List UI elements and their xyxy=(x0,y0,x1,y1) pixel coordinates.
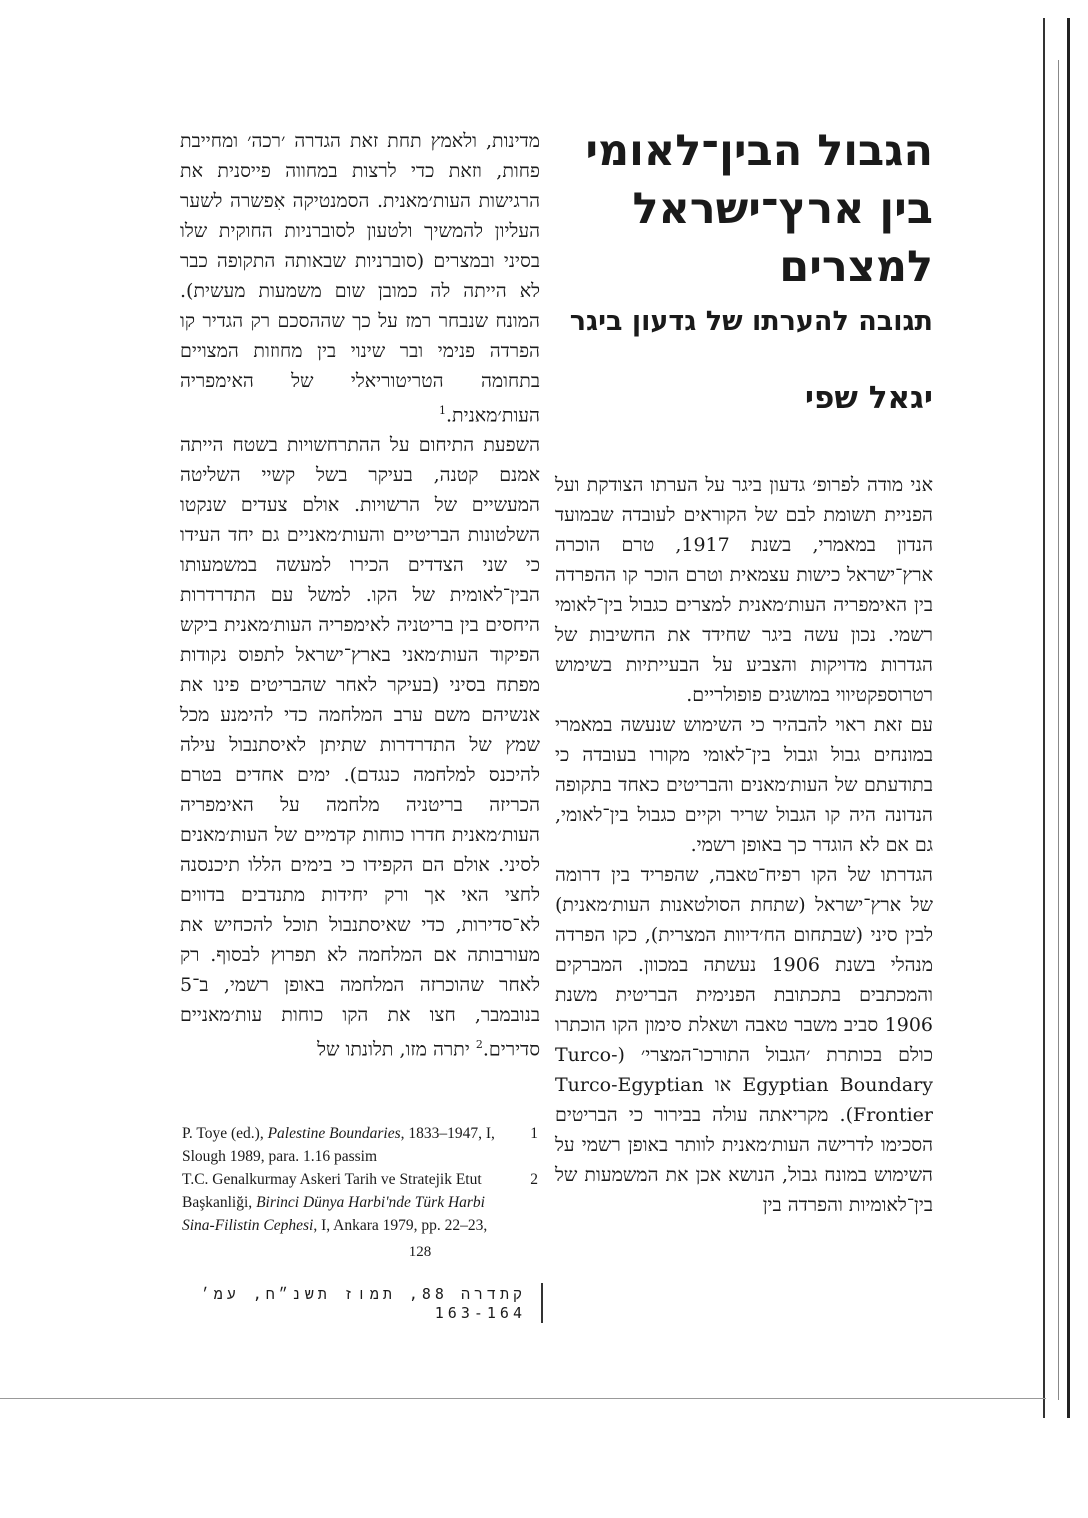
article-title xyxy=(555,122,933,296)
title-line-1: הגבול הבין־לאומי xyxy=(585,126,933,176)
footnotes xyxy=(182,1122,538,1264)
right-column xyxy=(555,100,933,1220)
paragraph-text: השפעת התיחום על ההתרחשויות בשטח הייתה אמנם קטנה, בעיקר בשל קשיי השליטה המעשיים של הרשויות. אולם צעדים שנקטו השלטונות הבריטיים והעות׳מאניים גם יחד העידו כי שני הצדדים הכירו למעשה במשמעותו הבין־לאומית של הקו. למשל עם התדרדרות היחסים בין בריטניה לאימפריה העות׳מאנית ביקש הפיקוד העות׳מאני בארץ־ישראל לתפוס נקודות מפתח בסיני (בעיקר לאחר שהבריטים פינו את אנשיהם משם ערב המלחמה כדי להימנע מכל שמץ של התדרדרות שתיתן לאיסתנבול עילה להיכנס למלחמה כנגדם). ימים אחדים בטרם הכריזה בריטניה מלחמה על האימפריה העות׳מאנית חדרו כוחות קדמיים של העות׳מאנים לסיני. אולם הם הקפידו כי בימים הללו תיכנסנה לחצי האי אך ורק יחידות מתנדבים בדווים לא־סדירות, כדי שאיסתנבול תוכל להכחיש את מעורבותה אם המלחמה לא תפרוץ לבסוף. רק לאחר שהוכרזה המלחמה באופן רשמי, ב־5 בנובמבר, חצו את הקו כוחות עות׳מאניים סדירים. xyxy=(180,434,540,1061)
footnote-text-plain: , 1833–1947, I, Slough 1989, para. 1.16 passim xyxy=(182,1125,495,1165)
page-binding-inner-line xyxy=(1058,60,1059,1400)
paragraph-text: מדינות, ולאמץ תחת זאת הגדרה ׳רכה׳ ומחייבת פחות, וזאת כדי לרצות במחווה פייסנית את הרגישות העות׳מאנית. הסמנטיקה אִפשרה לשער העליון להמשיך ולטעון לסוברניות החוקית שלו בסיני ובמצרים (סוברניות שבאותה התקופה כבר לא הייתה לה כמובן שום משמעות מעשית). המונח שנבחר רמז על כך שההסכם רק הגדיר קו הפרדה פנימי ובר שינוי בין מחוזות המצויים בתחומה הטריטוריאלי של האימפריה העות׳מאנית. xyxy=(180,130,540,427)
journal-footer: קתדרה 88, תמוז תשנ״ח, עמ׳ 163-164 xyxy=(200,1285,526,1322)
footnote-text-plain: P. Toye (ed.), xyxy=(182,1125,268,1142)
paragraph: אני מודה לפרופ׳ גדעון ביגר על הערתו הצודקת ועל הפניית תשומת לבם של הקוראים לעובדה שבמועד הנדון במאמרי, בשנת 1917, טרם הוכרה ארץ־ישראל כישות עצמאית וטרם הוכר קו ההפרדה בין האימפריה העות׳מאנית למצרים כגבול בין־לאומי רשמי. נכון עשה ביגר שחידד את החשיבות של הגדרות מדויקות והצביע על הבעייתיות בשימוש רטרוספקטיווי במושגים פופולריים. xyxy=(555,474,933,706)
footnote-text xyxy=(182,1122,500,1168)
title-line-2: בין ארץ־ישראל למצרים xyxy=(632,184,933,292)
right-column-body xyxy=(555,470,933,1220)
paragraph-text: יתרה מזו, תלונתו של xyxy=(317,1038,476,1061)
paragraph xyxy=(180,430,540,1064)
footnote-text-plain: , I, Ankara 1979, pp. 22–23, xyxy=(313,1217,488,1234)
footnote-text-italic: Birinci Dünya Harbi'nde Türk Harbi Sina-Filistin Cephesi xyxy=(182,1194,485,1234)
footer-separator xyxy=(541,1283,543,1323)
page-binding-edge xyxy=(1043,18,1070,1418)
paragraph: עם זאת ראוי להבהיר כי השימוש שנעשה במאמרי במונחים גבול וגבול בין־לאומי מקורו בעובדה כי בתודעתם של העות׳מאנים והבריטים כאחד בתקופה הנדונה היה קו הגבול שריר וקיים כגבול בין־לאומי, גם אם לא הוגדר כך באופן רשמי. xyxy=(555,714,933,856)
article-author: יגאל שפי xyxy=(804,380,933,416)
footnote-text-plain: T.C. Genalkurmay Askeri Tarih ve Stratejik Etut Başkanliği, xyxy=(182,1171,482,1211)
footnote-number: 2 xyxy=(530,1171,538,1188)
footnote-text xyxy=(182,1168,500,1237)
paragraph: הגדרתו של הקו רפיח־טאבה, שהפריד בין דרומה של ארץ־ישראל (שתחת הסולטאנות העות׳מאנית) לבין סיני (שבתחום הח׳דיוות המצרית), כקו הפרדה מנהלי בשנת 1906 נעשתה במכוון. המברקים והמכתבים בתכתובת הפנימית הבריטית משנת 1906 סביב משבר טאבה ושאלת סימון הקו הוכתרו כולם בכותרת ׳הגבול התורכו־המצרי׳ (Turco-Egyptian Boundary או Turco-Egyptian Frontier). מקריאתה עולה בבירור כי הבריטים הסכימו לדרישה העות׳מאנית לוותר באופן רשמי על השימוש במונח גבול, הנושא אכן את המשמעות של בין־לאומיות והפרדה בין xyxy=(555,864,933,1216)
bottom-rule xyxy=(0,1398,1046,1399)
footnote-text-italic: Palestine Boundaries xyxy=(267,1125,401,1142)
article-subtitle: תגובה להערתו של גדעון ביגר xyxy=(569,306,933,337)
footnote-ref: 1 xyxy=(439,404,447,417)
footnote xyxy=(182,1122,538,1168)
footnote-number: 1 xyxy=(530,1125,538,1142)
page-number: 128 xyxy=(408,1244,432,1260)
footnote-ref: 2 xyxy=(475,1038,483,1052)
left-column xyxy=(180,126,540,1065)
paragraph xyxy=(180,126,540,430)
footnote xyxy=(182,1168,538,1237)
